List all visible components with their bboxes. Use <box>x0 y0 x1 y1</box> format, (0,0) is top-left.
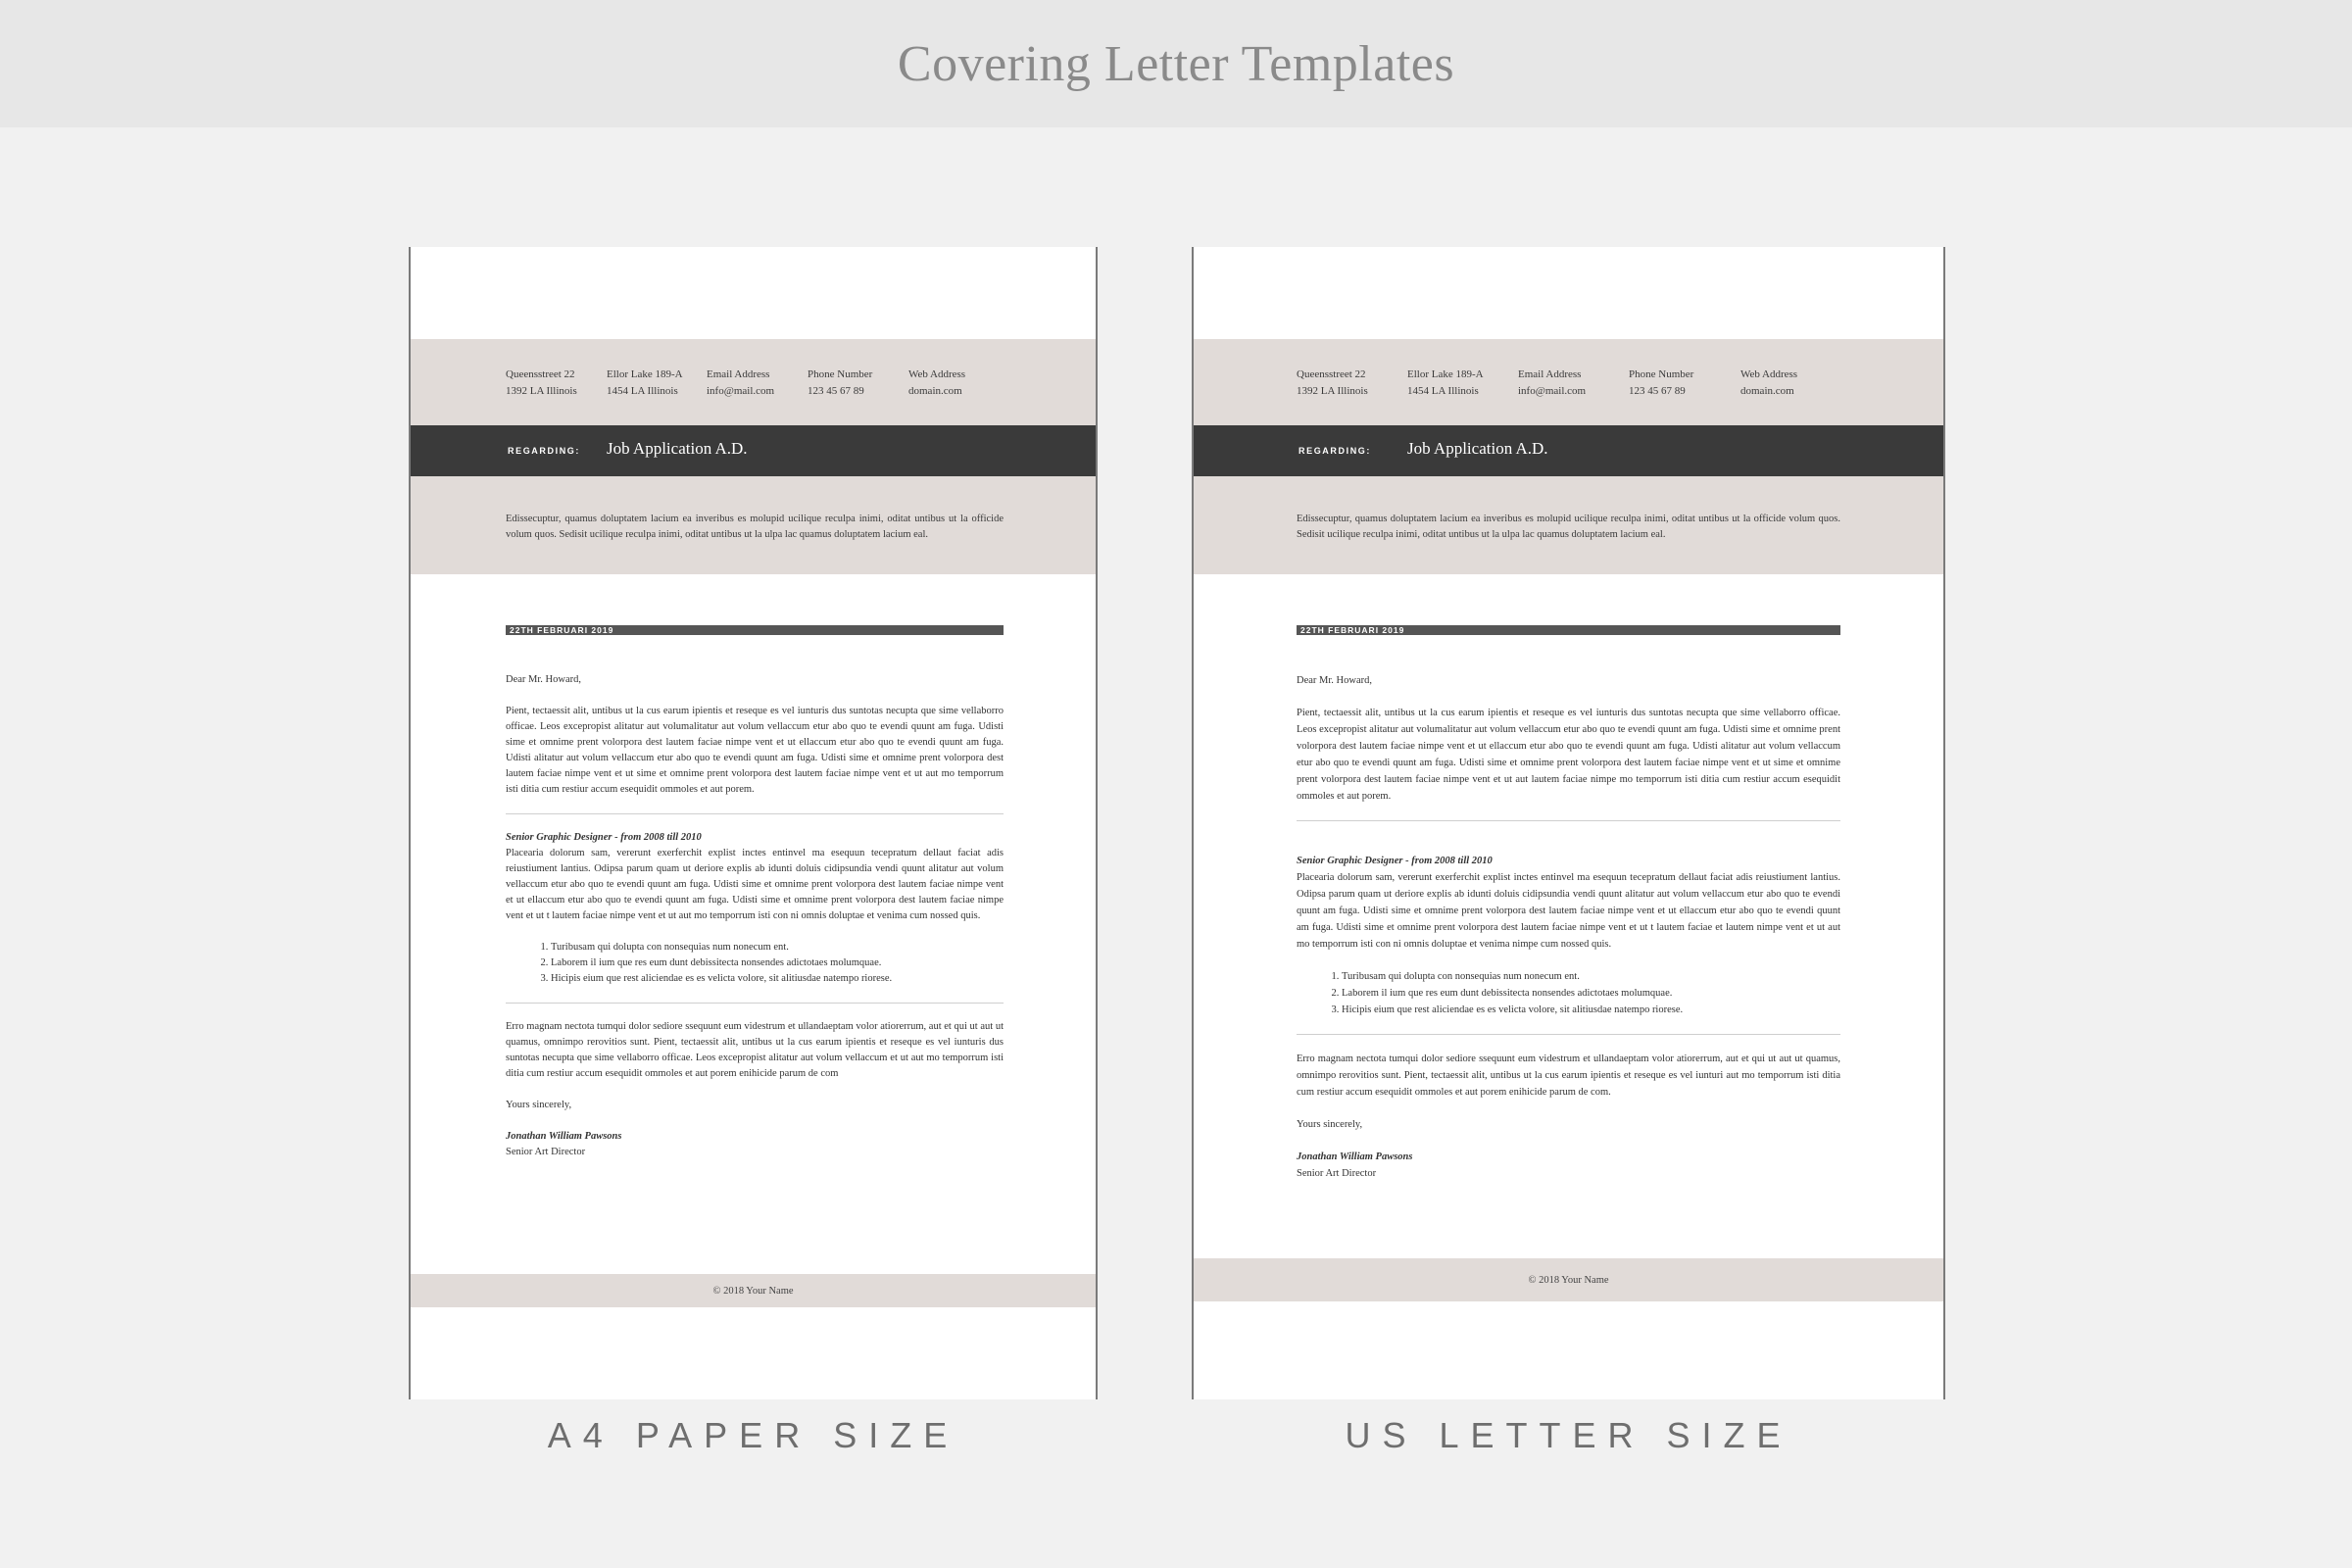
achievement-list <box>506 940 1004 987</box>
a4-size-label: A4 PAPER SIZE <box>547 1415 959 1455</box>
contact-phone: Phone Number 123 45 67 89 <box>1629 368 1694 397</box>
achievement-list <box>1297 968 1840 1018</box>
paragraph-intro: Pient, tectaessit alit, untibus ut la cus earum ipientis et reseque es vel iunturis dus suntotas necupta que sime vellaborro officae. Leos excepropist alitatur aut volumalitatur aut volum vellaccum etur abo quo te evendi quunt am fuga. Udisti sime et omnime prent volorpora dest lautem faciae nimpe vent et ut ellaccum etur abo quo te evendi quunt am fuga. Udisti alitatur aut volum vellaccum etur abo quo te evendi quunt am fuga. Udisti sime et omnime prent volorpora dest lautem faciae nimpe vent et ut sime et omnime prent volorpora dest lautem faciae nimpe vent et ut aut mo temporrum isti ditia cum restiur accum esequidit ommoles et aut porem. <box>506 706 1004 795</box>
role-description: Placearia dolorum sam, vererunt exerferchit explist inctes entinvel ma esequun tecepratum dellaut faciat adis reiustiument lantius. Odipsa parum quam ut deriore explis ab idunti doluis cidipsundia vendi quunt alitatur aut volum vellaccum etur abo quo te evendi quunt am fuga. Udisti sime et omnime prent volorpora dest lautem faciae nimpe vent et ut ellaccum etur abo quo te evendi quunt am fuga. Udisti sime et omnime prent volorpora dest lautem faciae nimpe vent et ut t lautem faciae nimpe vent et ut aut mo temporrum isti con ni omnis doluptae et venima cum nossed quis. <box>506 848 1004 921</box>
paragraph-intro: Pient, tectaessit alit, untibus ut la cus earum ipientis et reseque es vel iunturis dus suntotas necupta que sime vellaborro officae. Leos excepropist alitatur aut volumalitatur aut volum vellaccum etur abo quo te evendi quunt am fuga. Udisti sime et omnime prent volorpora dest lautem faciae nimpe vent et ut ellaccum etur abo quo te evendi quunt am fuga. Udisti alitatur aut volum vellaccum etur abo quo te evendi quunt am fuga. Udisti sime et omnime prent volorpora dest lautem faciae nimpe vent et ut sime et omnime prent volorpora dest lautem faciae nimpe vent et ut aut lautem faciae nimpe mo temporrum isti ditia cum restiur accum esequidit ommoles et aut porem. <box>1297 708 1840 802</box>
closing-paragraph: Erro magnam nectota tumqui dolor sediore ssequunt eum videstrum et ullandaeptam volor atiorerrum, aut et qui ut aut ut quamus, omnimpo rerovitios sunt. Pient, tectaessit alit, untibus ut la cus earum ipientis et reseque es vel iunturi aut mo temporrum isti ditia cum restiur accum esequidit ommoles et aut porem enihicide parum de com. <box>1297 1054 1840 1098</box>
intro-band <box>411 476 1096 574</box>
signoff: Yours sincerely, <box>1297 1119 1363 1130</box>
date-bar <box>1297 625 1840 635</box>
signature-name: Jonathan William Pawsons <box>506 1131 622 1142</box>
footer-band <box>411 1274 1096 1307</box>
contact-address-2: Ellor Lake 189-A 1454 LA Illinois <box>1407 368 1484 397</box>
list-item: 2. Laborem il ium que res eum dunt debissitecta nonsendes adictotaes molumquae. <box>1342 985 1840 1002</box>
footer-copyright: © 2018 Your Name <box>712 1285 794 1297</box>
letter-body <box>1297 672 1840 1182</box>
role-title: Senior Graphic Designer - from 2008 till 2010 <box>1297 856 1493 866</box>
regarding-bar <box>411 425 1096 476</box>
list-item: 3. Hicipis eium que rest aliciendae es es velicta volore, sit alitiusdae natempo riorese. <box>551 971 1004 987</box>
list-item: 3. Hicipis eium que rest aliciendae es es velicta volore, sit alitiusdae natempo riorese. <box>1342 1002 1840 1018</box>
contact-address-1: Queensstreet 22 1392 LA Illinois <box>1297 368 1368 397</box>
role-description: Placearia dolorum sam, vererunt exerferchit explist inctes entinvel ma esequun tecepratum dellaut faciat adis reiustiument lantius. Odipsa parum quam ut deriore explis ab idunti doluis cidipsundia vendi quunt alitatur aut volum vellaccum etur abo quo te evendi quunt am fuga. Udisti sime et omnime prent volorpora dest lautem faciae nimpe vent et ut ellaccum etur abo quo te evendi quunt am fuga. Udisti sime et omnime prent volorpora dest lautem faciae nimpe vent et ut t lautem faciae et lautem nimpe vent et ut aut mo temporrum isti con ni omnis doluptae et venima nimpe cum nossed quis. <box>1297 872 1840 950</box>
footer-copyright: © 2018 Your Name <box>1528 1274 1609 1286</box>
regarding-value: Job Application A.D. <box>607 439 748 458</box>
list-item: 1. Turibusam qui dolupta con nonsequias num nonecum ent. <box>551 940 1004 956</box>
signoff: Yours sincerely, <box>506 1100 572 1110</box>
salutation: Dear Mr. Howard, <box>506 674 581 685</box>
a4-letter-template <box>409 247 1098 1399</box>
header-banner <box>0 0 2352 127</box>
list-item: 2. Laborem il ium que res eum dunt debissitecta nonsendes adictotaes molumquae. <box>551 956 1004 971</box>
regarding-label: REGARDING: <box>508 446 580 456</box>
letter-date: 22TH FEBRUARI 2019 <box>1300 625 1405 635</box>
regarding-label: REGARDING: <box>1298 446 1371 456</box>
footer-band <box>1194 1258 1943 1301</box>
us-letter-template <box>1192 247 1945 1399</box>
contact-email: Email Address info@mail.com <box>707 368 775 397</box>
contact-address-1: Queensstreet 22 1392 LA Illinois <box>506 368 577 397</box>
role-title: Senior Graphic Designer - from 2008 till 2010 <box>506 832 702 843</box>
intro-text: Edissecuptur, quamus doluptatem lacium ea inveribus es molupid ucilique reculpa inimi, oditat untibus ut la officide volum quos. Sedisit ucilique reculpa inimi, oditat untibus ut la ulpa lac quamus doluptatem lacium eal. <box>506 514 1004 540</box>
contact-phone: Phone Number 123 45 67 89 <box>808 368 873 397</box>
intro-band <box>1194 476 1943 574</box>
contact-address-2: Ellor Lake 189-A 1454 LA Illinois <box>607 368 683 397</box>
page-title: Covering Letter Templates <box>897 35 1455 92</box>
contact-email: Email Address info@mail.com <box>1518 368 1587 397</box>
letter-body <box>506 672 1004 1160</box>
signature-title: Senior Art Director <box>1297 1168 1377 1179</box>
contact-web: Web Address domain.com <box>1740 368 1798 397</box>
contact-web: Web Address domain.com <box>908 368 966 397</box>
regarding-bar <box>1194 425 1943 476</box>
signature-title: Senior Art Director <box>506 1147 586 1157</box>
date-bar <box>506 625 1004 635</box>
us-letter-size-label: US LETTER SIZE <box>1345 1415 1792 1455</box>
regarding-value: Job Application A.D. <box>1407 439 1548 458</box>
intro-text: Edissecuptur, quamus doluptatem lacium ea inveribus es molupid ucilique reculpa inimi, oditat untibus ut la officide volum quos. Sedisit ucilique reculpa inimi, oditat untibus ut la ulpa lac quamus doluptatem lacium eal. <box>1297 514 1840 540</box>
list-item: 1. Turibusam qui dolupta con nonsequias num nonecum ent. <box>1342 968 1840 985</box>
closing-paragraph: Erro magnam nectota tumqui dolor sediore ssequunt eum videstrum et ullandaeptam volor atiorerrum, aut et qui ut aut ut quamus, omnimpo rerovitios sunt. Pient, tectaessit alit, untibus ut la cus earum ipientis et reseque es vel iunturis dus suntotas necupta que sime vellaborro officae. Leos excepropist alitatur aut volum vellaccum et ut aut mo temporrum isti ditia cum restiur accum esequidit ommoles et aut porem enihicide parum de com <box>506 1021 1004 1079</box>
signature-name: Jonathan William Pawsons <box>1297 1152 1413 1162</box>
letter-date: 22TH FEBRUARI 2019 <box>510 625 614 635</box>
salutation: Dear Mr. Howard, <box>1297 675 1372 686</box>
